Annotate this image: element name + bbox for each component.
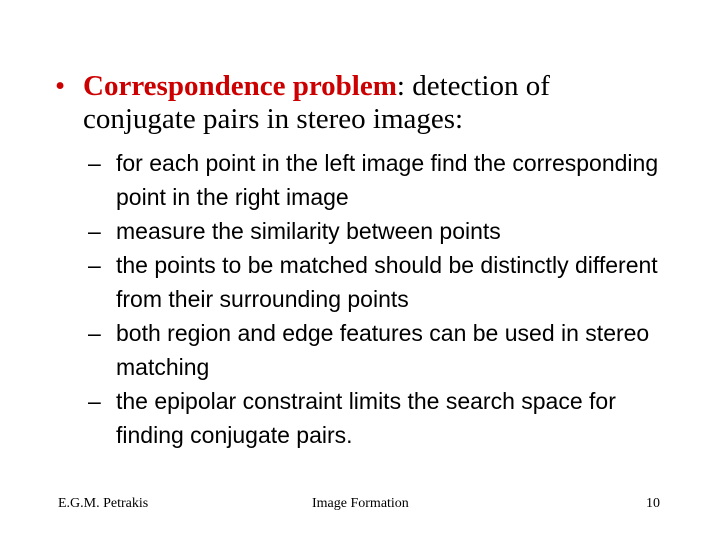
- dash-marker: –: [88, 150, 101, 176]
- sub-bullet-item: [88, 384, 688, 452]
- sub-bullet-list: [88, 146, 688, 452]
- sub-bullet-text: the points to be matched should be distinctly different from their surrounding points: [116, 252, 658, 312]
- bullet-marker: •: [55, 70, 66, 102]
- footer-author: E.G.M. Petrakis: [58, 496, 149, 511]
- dash-marker: –: [88, 388, 101, 414]
- sub-bullet-text: for each point in the left image find the corresponding point in the right image: [116, 150, 659, 210]
- dash-marker: –: [88, 320, 101, 346]
- main-bullet: [55, 70, 655, 136]
- dash-marker: –: [88, 218, 101, 244]
- dash-marker: –: [88, 252, 101, 278]
- sub-bullet-text: both region and edge features can be used in stereo matching: [116, 320, 650, 380]
- page-number: 10: [646, 496, 660, 511]
- key-term: Correspondence problem: [83, 70, 397, 102]
- sub-bullet-item: [88, 214, 688, 248]
- sub-bullet-item: [88, 248, 688, 316]
- sub-bullet-text: the epipolar constraint limits the search space for finding conjugate pairs.: [116, 388, 616, 448]
- key-term-separator: :: [396, 70, 405, 102]
- main-bullet-rest: detection of conjugate pairs in stereo images:: [83, 70, 550, 135]
- main-bullet-text: [83, 70, 655, 136]
- sub-bullet-text: measure the similarity between points: [116, 218, 501, 244]
- footer-title: Image Formation: [312, 496, 409, 511]
- sub-bullet-item: [88, 316, 688, 384]
- sub-bullet-item: [88, 146, 688, 214]
